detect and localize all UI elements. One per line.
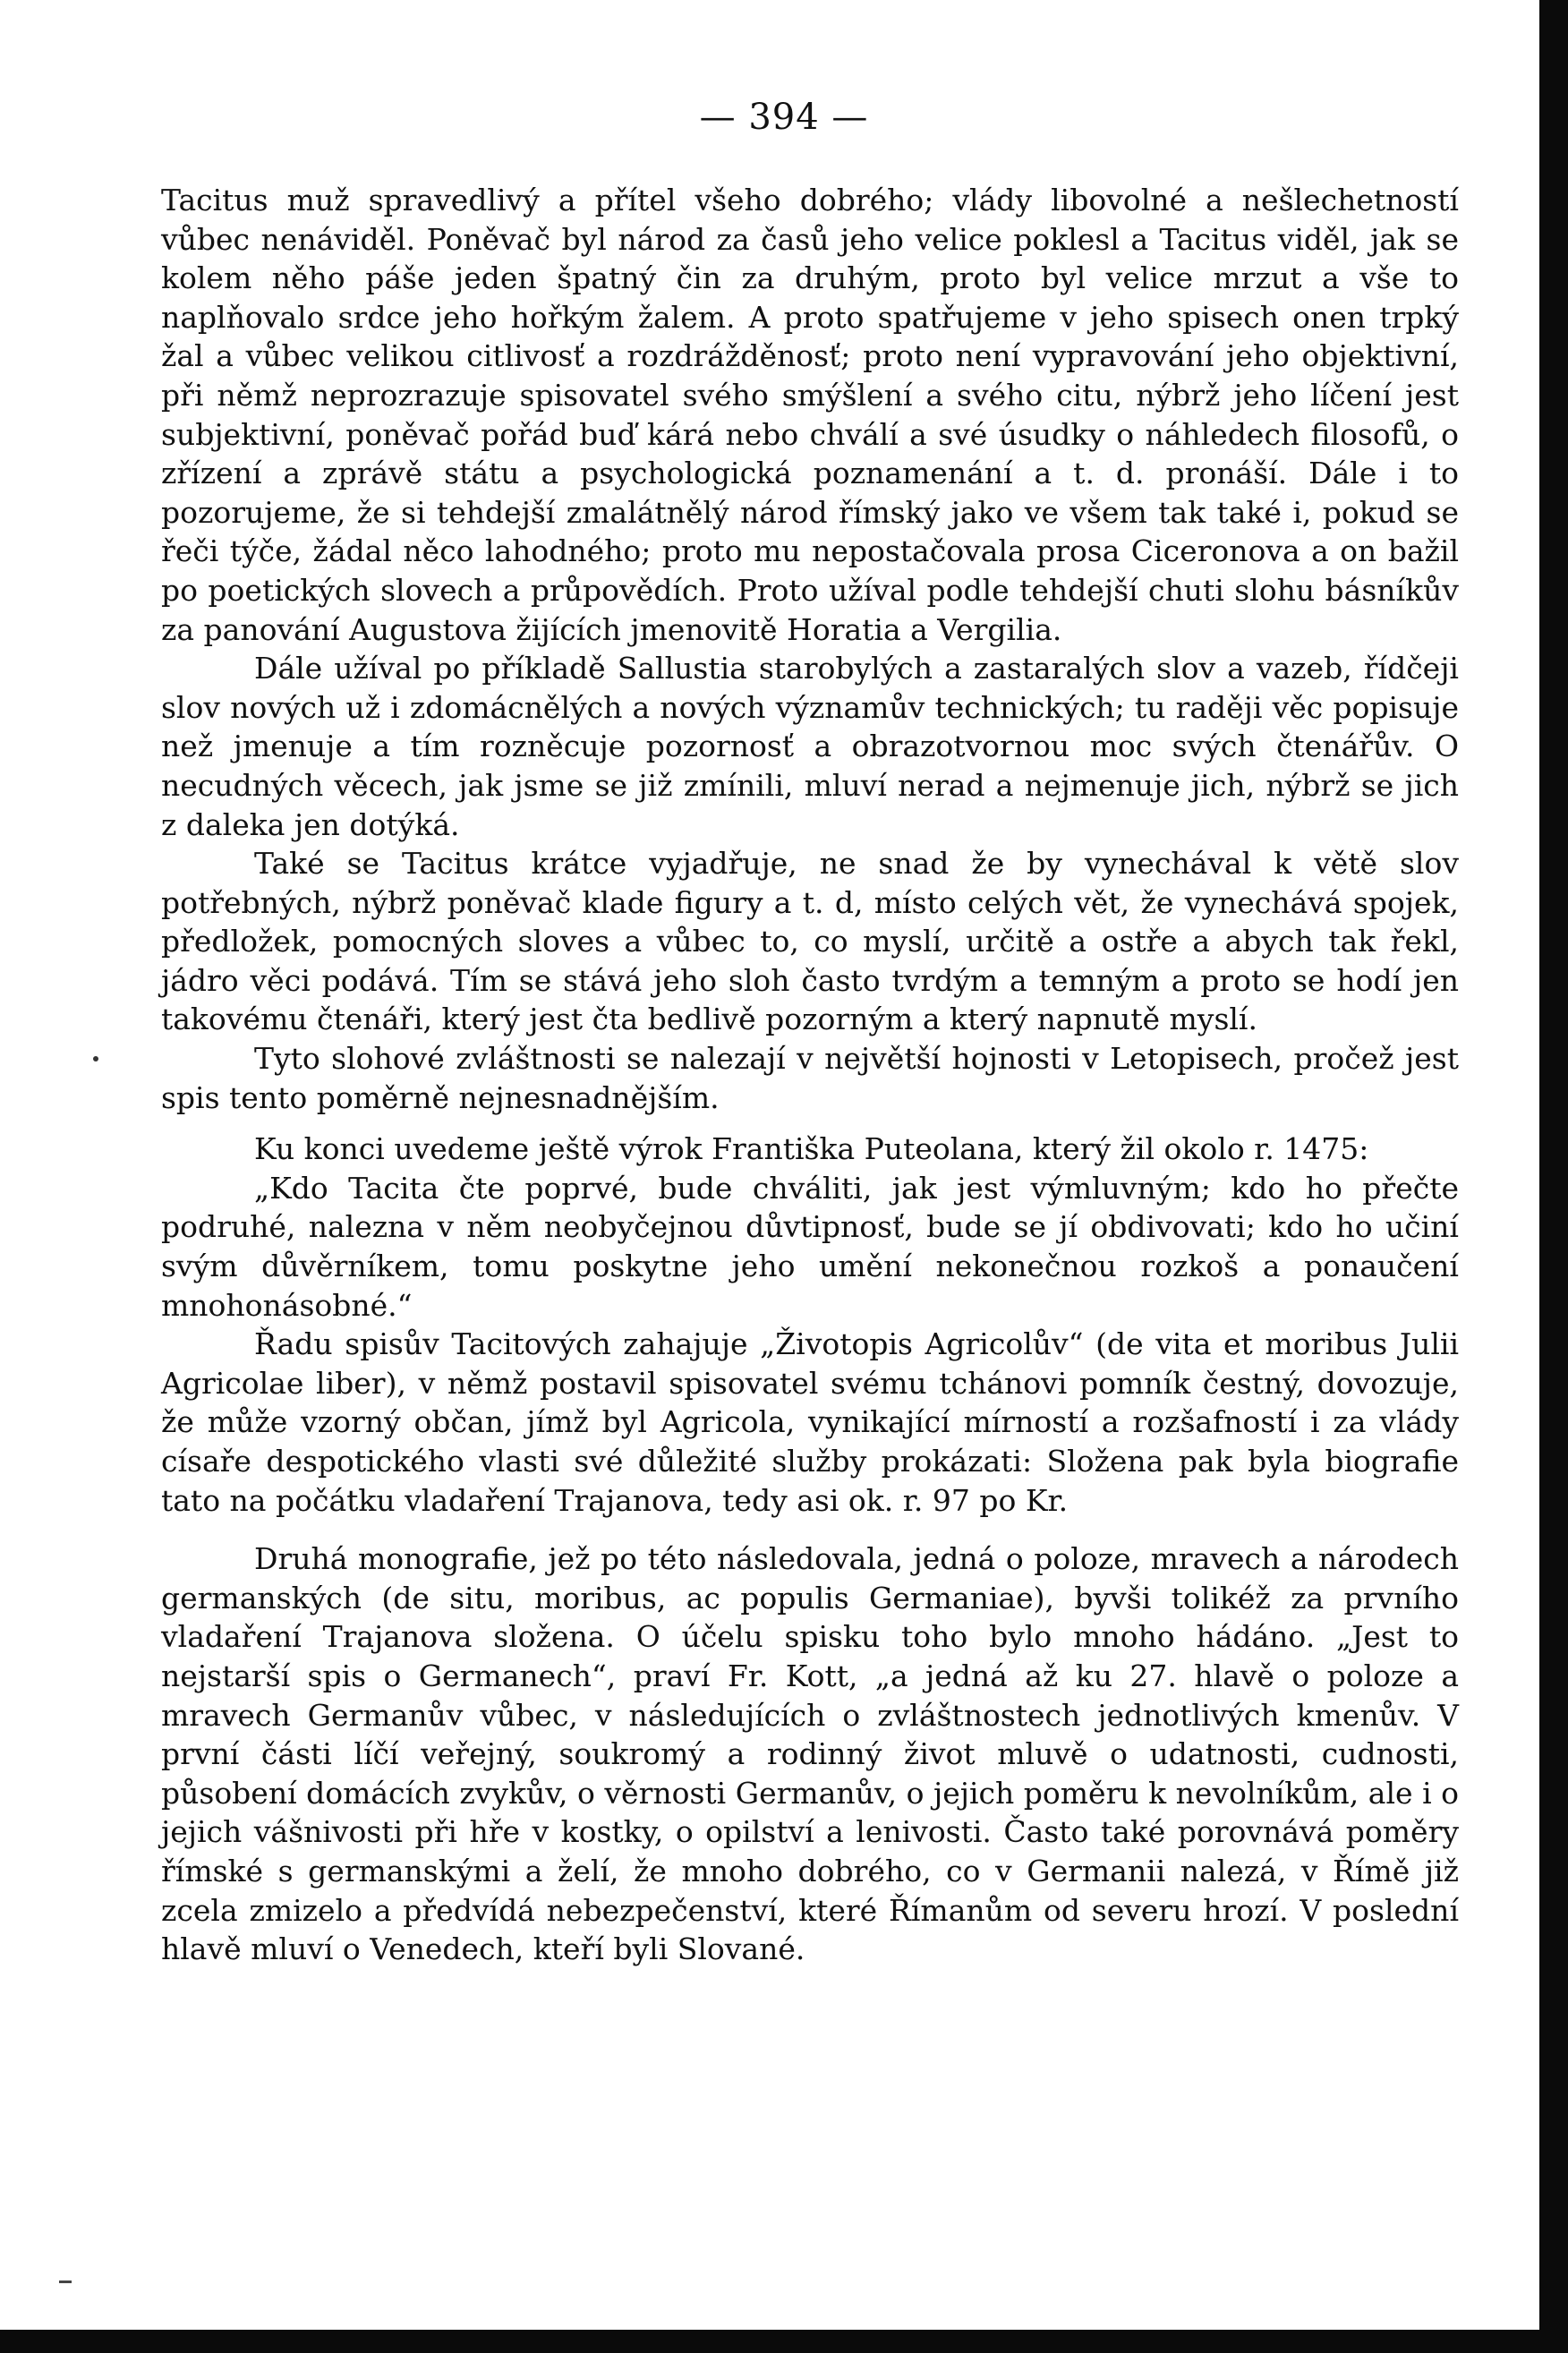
paragraph-5: Ku konci uvedeme ještě výrok Františka Puteolana, který žil okolo r. 1475: [254,1131,1369,1167]
scan-speck [93,1056,98,1061]
text-body [161,181,1459,1969]
paragraph-2: Dále užíval po příkladě Sallustia starobylých a zastaralých slov a vazeb, řídčeji slov nových už i zdomácnělých a nových významův technických; tu raději věc popisuje než jmenuje a tím rozněcuje pozornosť a obrazotvornou moc svých čtenářův. O necudných věcech, jak jsme se již zmínili, mluví nerad a nejmenuje jich, nýbrž se jich z daleka jen dotýká. [161,651,1459,842]
paragraph-agricola: Řadu spisův Tacitových zahajuje „Životopis Agricolův“ (de vita et moribus Julii Agricolae liber), v němž postavil spisovatel svému tchánovi pomník čestný, dovozuje, že může vzorný občan, jímž byl Agricola, vynikající mírností a rozšafností i za vlády císaře despotického vlasti své důležité služby prokázati: Složena pak byla biografie tato na počátku vladaření Trajanova, tedy asi ok. r. 97 po Kr. [161,1326,1459,1518]
scan-edge-bottom [0,2330,1568,2353]
paragraph-1: Tacitus muž spravedlivý a přítel všeho dobrého; vlády libovolné a nešlechetností vůbec nenáviděl. Poněvač byl národ za časů jeho velice poklesl a Tacitus viděl, jak se kolem něho páše jeden špatný čin za druhým, proto byl velice mrzut a vše to naplňovalo srdce jeho hořkým žalem. A proto spatřujeme v jeho spisech onen trpký žal a vůbec velikou citlivosť a rozdrážděnosť; proto není vypravování jeho objektivní, při němž neprozrazuje spisovatel svého smýšlení a svého citu, nýbrž jeho líčení jest subjektivní, poněvač pořád buď kárá nebo chválí a své úsudky o náhledech filosofů, o zřízení a zprávě státu a psychologická poznamenání a t. d. pronáší. Dále i to pozorujeme, že si tehdejší zmalátnělý národ římský jako ve všem tak také i, pokud se řeči týče, žádal něco lahodného; proto mu nepostačovala prosa Ciceronova a on bažil po poetických slovech a průpovědích. Proto užíval podle tehdejší chuti slohu básníkův za panování Augustova žijících jmenovitě Horatia a Vergilia. [161,183,1459,647]
paragraph-germania: Druhá monografie, jež po této následovala, jedná o poloze, mravech a národech germanských (de situ, moribus, ac populis Germaniae), byvši tolikéž za prvního vladaření Trajanova složena. O účelu spisku toho bylo mnoho hádáno. „Jest to nejstarší spis o Germanech“, praví Fr. Kott, „a jedná až ku 27. hlavě o poloze a mravech Germanův vůbec, v následujících o zvláštnostech jednotlivých kmenův. V první části líčí veřejný, soukromý a rodinný život mluvě o udatnosti, cudnosti, působení domácích zvykův, o věrnosti Germanův, o jejich poměru k nevolníkům, ale i o jejich vášnivosti při hře v kostky, o opilství a lenivosti. Často také porovnává poměry římské s germanskými a želí, že mnoho dobrého, co v Germanii nalezá, v Římě již zcela zmizelo a předvídá nebezpečenství, které Římanům od severu hrozí. V poslední hlavě mluví o Venedech, kteří byli Slované. [161,1541,1459,1967]
scan-speck [59,2281,72,2283]
scan-edge-right [1539,0,1568,2353]
page-number: — 394 — [699,97,869,138]
quote-puteolanus: „Kdo Tacita čte poprvé, bude chváliti, jak jest výmluvným; kdo ho přečte podruhé, nalezna v něm neobyčejnou důvtipnosť, bude se jí obdivovati; kdo ho učiní svým důvěrníkem, tomu poskytne jeho umění nekonečnou rozkoš a ponaučení mnohonásobné.“ [161,1170,1459,1323]
paragraph-3: Také se Tacitus krátce vyjadřuje, ne snad že by vynechával k větě slov potřebných, nýbrž poněvač klade figury a t. d, místo celých vět, že vynechává spojek, předložek, pomocných sloves a vůbec to, co myslí, určitě a ostře a abych tak řekl, jádro věci podává. Tím se stává jeho sloh často tvrdým a temným a proto se hodí jen takovému čtenáři, který jest čta bedlivě pozorným a který napnutě myslí. [161,846,1459,1037]
paragraph-4: Tyto slohové zvláštnosti se nalezají v největší hojnosti v Letopisech, pročež jest spis tento poměrně nejnesnadnějším. [161,1041,1459,1115]
